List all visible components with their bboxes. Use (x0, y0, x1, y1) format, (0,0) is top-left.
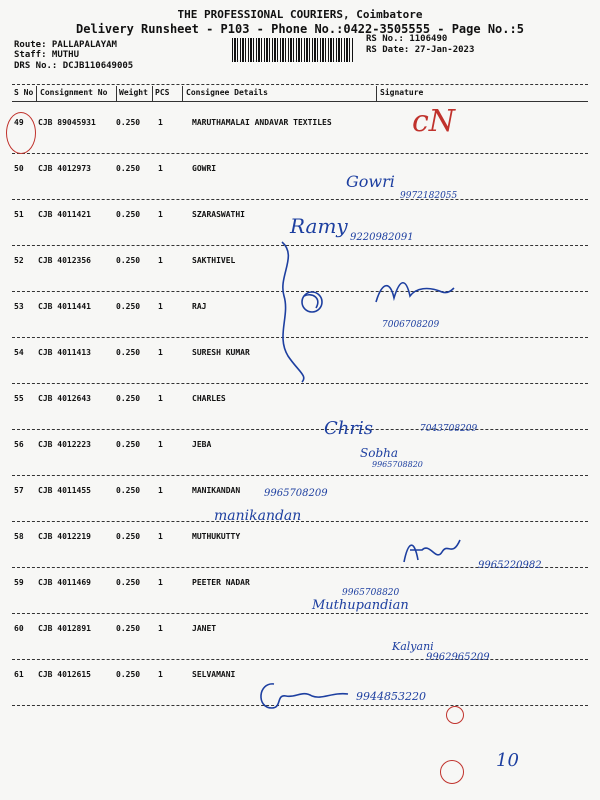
row-sno: 58 (14, 532, 24, 541)
row-sno: 57 (14, 486, 24, 495)
row-divider (12, 429, 588, 430)
phone-note: 7006708209 (382, 320, 440, 330)
divider (36, 86, 37, 102)
row-weight: 0.250 (116, 348, 141, 357)
row-sno: 51 (14, 210, 24, 219)
phone-note: 9962965209 (426, 652, 490, 663)
row-consignee: PEETER NADAR (192, 578, 250, 587)
row-pcs: 1 (158, 578, 163, 587)
row-weight: 0.250 (116, 670, 141, 679)
row-pcs: 1 (158, 394, 163, 403)
signature: Muthupandian (312, 598, 409, 613)
row-divider (12, 475, 588, 476)
row-weight: 0.250 (116, 394, 141, 403)
divider (12, 84, 588, 85)
row-divider (12, 659, 588, 660)
scribble-signature (372, 272, 456, 312)
row-cno: CJB 4012615 (38, 670, 91, 679)
row-sno: 59 (14, 578, 24, 587)
document-title: THE PROFESSIONAL COURIERS, Coimbatore (177, 8, 423, 21)
phone-note: 7043708209 (420, 424, 478, 434)
row-sno: 54 (14, 348, 24, 357)
staff-label: Staff: MUTHU (14, 50, 80, 60)
row-cno: CJB 4012219 (38, 532, 91, 541)
signature: Chris (324, 418, 373, 439)
row-sno: 60 (14, 624, 24, 633)
divider (376, 86, 377, 102)
phone-note: 9972182055 (400, 191, 458, 201)
row-pcs: 1 (158, 624, 163, 633)
row-consignee: SZARASWATHI (192, 210, 245, 219)
row-consignee: JANET (192, 624, 217, 633)
rs-date: RS Date: 27-Jan-2023 (366, 45, 475, 55)
row-consignee: CHARLES (192, 394, 226, 403)
row-pcs: 1 (158, 210, 163, 219)
row-weight: 0.250 (116, 578, 141, 587)
row-cno: CJB 4012223 (38, 440, 91, 449)
row-divider (12, 199, 588, 200)
drs-label: DRS No.: DCJB110649005 (14, 61, 134, 71)
phone-note: 9965708209 (264, 488, 328, 499)
row-consignee: RAJ (192, 302, 207, 311)
signature: Kalyani (392, 640, 434, 653)
scribble-signature (268, 236, 348, 386)
row-weight: 0.250 (116, 532, 141, 541)
column-header: S No (14, 88, 34, 97)
row-cno: CJB 4012891 (38, 624, 91, 633)
row-weight: 0.250 (116, 164, 141, 173)
row-weight: 0.250 (116, 302, 141, 311)
row-consignee: MANIKANDAN (192, 486, 241, 495)
scribble-signature (252, 674, 352, 716)
barcode (232, 38, 354, 62)
row-sno: 49 (14, 118, 24, 127)
row-weight: 0.250 (116, 440, 141, 449)
column-header: PCS (155, 88, 170, 97)
row-sno: 61 (14, 670, 24, 679)
route-label: Route: PALLAPALAYAM (14, 40, 117, 50)
rs-number: RS No.: 1106490 (366, 34, 448, 44)
row-pcs: 1 (158, 302, 163, 311)
column-header: Consignee Details (186, 88, 268, 97)
red-circle-mark (446, 706, 464, 724)
row-pcs: 1 (158, 670, 163, 679)
column-header: Consignment No (40, 88, 108, 97)
signature: Gowri (346, 172, 395, 191)
page-number-note: 10 (496, 750, 519, 771)
row-consignee: JEBA (192, 440, 212, 449)
red-circle-mark (6, 112, 36, 154)
phone-note: 9965220982 (478, 560, 542, 571)
divider (12, 101, 588, 102)
divider (182, 86, 183, 102)
row-cno: CJB 4011455 (38, 486, 91, 495)
column-header: Weight (119, 88, 148, 97)
row-cno: CJB 4011413 (38, 348, 91, 357)
signature: manikandan (214, 508, 302, 524)
row-divider (12, 613, 588, 614)
signature: Sobha (360, 446, 399, 460)
row-weight: 0.250 (116, 486, 141, 495)
row-pcs: 1 (158, 440, 163, 449)
red-circle-mark (440, 760, 464, 784)
row-pcs: 1 (158, 348, 163, 357)
row-sno: 56 (14, 440, 24, 449)
row-pcs: 1 (158, 118, 163, 127)
row-weight: 0.250 (116, 624, 141, 633)
row-pcs: 1 (158, 164, 163, 173)
row-consignee: SURESH KUMAR (192, 348, 250, 357)
row-cno: CJB 4011441 (38, 302, 91, 311)
row-sno: 53 (14, 302, 24, 311)
signature: cN (412, 104, 456, 139)
phone-note: 9220982091 (350, 232, 414, 243)
row-cno: CJB 89045931 (38, 118, 96, 127)
scribble-signature (400, 532, 464, 568)
row-cno: CJB 4012973 (38, 164, 91, 173)
row-sno: 52 (14, 256, 24, 265)
row-pcs: 1 (158, 256, 163, 265)
column-header: Signature (380, 88, 424, 97)
phone-note: 9965708820 (372, 460, 423, 469)
row-sno: 55 (14, 394, 24, 403)
row-consignee: GOWRI (192, 164, 217, 173)
phone-note: 9965708820 (342, 588, 400, 598)
divider (116, 86, 117, 102)
row-cno: CJB 4012356 (38, 256, 91, 265)
row-sno: 50 (14, 164, 24, 173)
row-pcs: 1 (158, 486, 163, 495)
row-weight: 0.250 (116, 118, 141, 127)
row-pcs: 1 (158, 532, 163, 541)
row-cno: CJB 4011421 (38, 210, 91, 219)
row-consignee: SAKTHIVEL (192, 256, 236, 265)
row-consignee: MARUTHAMALAI ANDAVAR TEXTILES (192, 118, 332, 127)
row-weight: 0.250 (116, 210, 141, 219)
row-consignee: MUTHUKUTTY (192, 532, 241, 541)
row-cno: CJB 4011469 (38, 578, 91, 587)
phone-note: 9944853220 (356, 690, 426, 703)
document-subtitle: Delivery Runsheet - P103 - Phone No.:0422-3505555 - Page No.:5 (76, 22, 524, 36)
row-weight: 0.250 (116, 256, 141, 265)
row-divider (12, 153, 588, 154)
row-consignee: SELVAMANI (192, 670, 236, 679)
signature: Ramy (290, 214, 348, 238)
divider (152, 86, 153, 102)
row-cno: CJB 4012643 (38, 394, 91, 403)
